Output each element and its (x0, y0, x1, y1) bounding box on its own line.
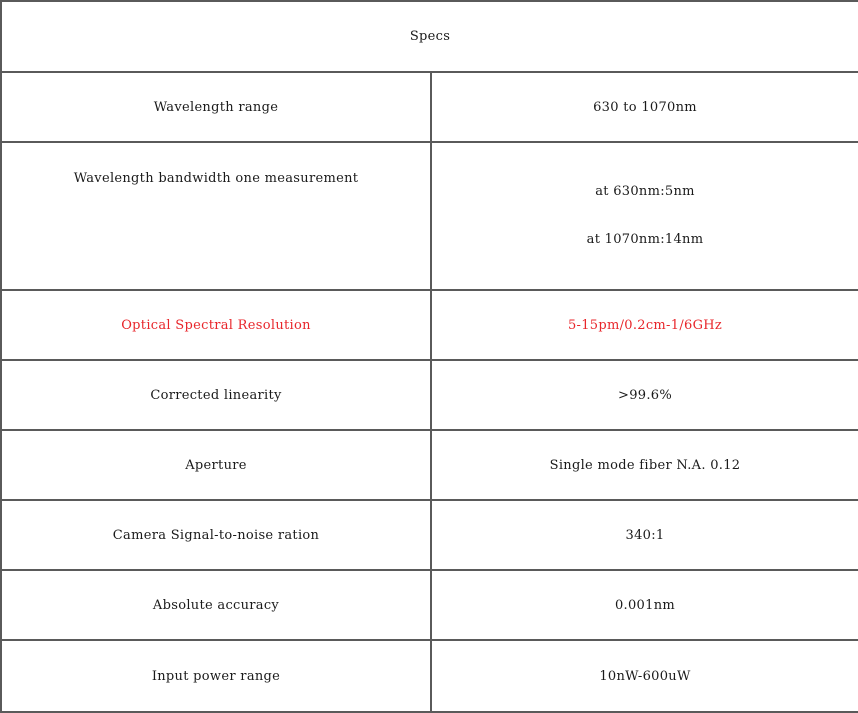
spec-label: Wavelength range (1, 72, 431, 142)
spec-value: Single mode fiber N.A. 0.12 (431, 430, 858, 500)
table-row (1, 500, 858, 570)
table-row (1, 640, 858, 712)
spec-value: >99.6% (431, 360, 858, 430)
spec-value (431, 142, 858, 290)
spec-value: 10nW-600uW (431, 640, 858, 712)
table-header: Specs (1, 1, 858, 72)
spec-value: 340:1 (431, 500, 858, 570)
spec-label: Camera Signal-to-noise ration (1, 500, 431, 570)
table-row (1, 360, 858, 430)
spec-value: 0.001nm (431, 570, 858, 640)
table-header-row (1, 1, 858, 72)
table-row (1, 570, 858, 640)
spec-label: Absolute accuracy (1, 570, 431, 640)
spec-label: Corrected linearity (1, 360, 431, 430)
spec-label: Aperture (1, 430, 431, 500)
table-row (1, 430, 858, 500)
spec-value: 630 to 1070nm (431, 72, 858, 142)
spec-value-line: at 630nm:5nm (595, 184, 695, 199)
table-row (1, 72, 858, 142)
spec-value-line: at 1070nm:14nm (586, 232, 704, 247)
table-row (1, 142, 858, 290)
spec-label: Wavelength bandwidth one measurement (1, 142, 431, 290)
table-row-highlighted (1, 290, 858, 360)
spec-value: 5-15pm/0.2cm-1/6GHz (431, 290, 858, 360)
spec-label: Input power range (1, 640, 431, 712)
spec-label: Optical Spectral Resolution (1, 290, 431, 360)
